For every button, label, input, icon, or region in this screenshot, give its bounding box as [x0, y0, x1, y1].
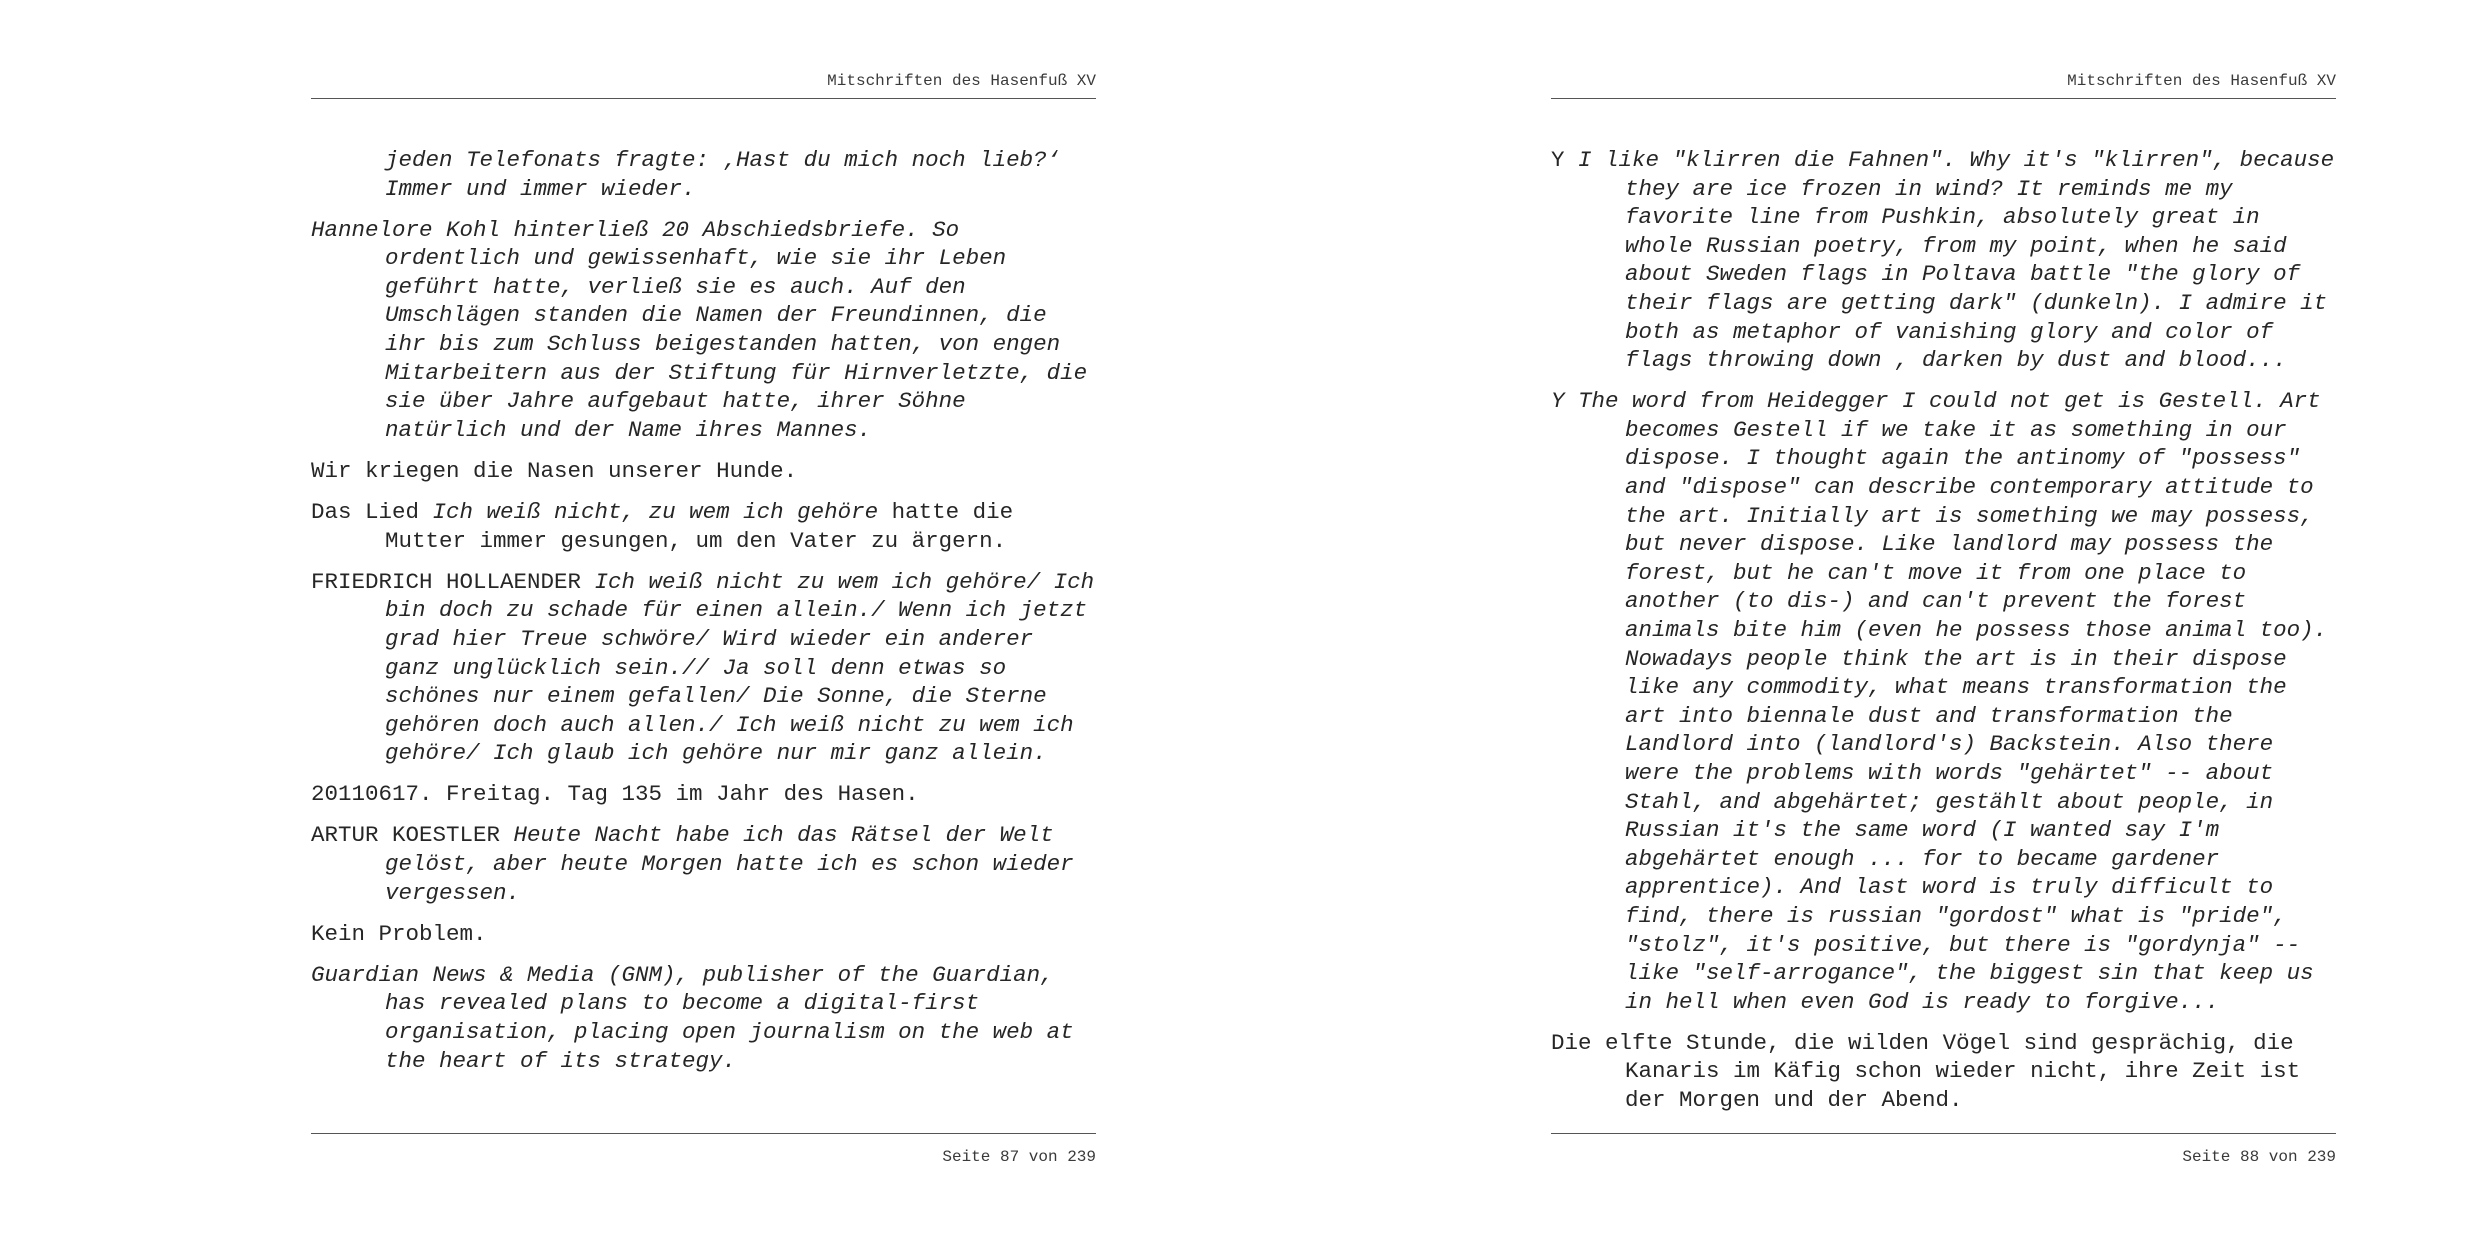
page-body [311, 146, 1096, 1075]
header-rule [311, 98, 1096, 99]
page-body [1551, 146, 2336, 1115]
text: 20110617. Freitag. Tag 135 im Jahr des Hasen. [311, 781, 919, 808]
italic-text: Hannelore Kohl hinterließ 20 Abschiedsbriefe. So ordentlich und gewissenhaft, wie sie ihr Leben geführt hatte, verließ sie es auch. Auf den Umschlägen standen die Namen der Freundinnen, die ihr bis zum Schluss beigestanden hatten, von engen Mitarbeitern aus der Stiftung für Hirnverletzte, die sie über Jahre aufgebaut hatte, ihrer Söhne natürlich und der Name ihres Mannes. [311, 216, 1088, 443]
footer-rule [311, 1133, 1096, 1134]
italic-text: Ich weiß nicht, zu wem ich gehöre [432, 499, 879, 526]
italic-text: Guardian News & Media (GNM), publisher of the Guardian, has revealed plans to become a digital-first organisation, placing open journalism on the web at the heart of its strategy. [311, 961, 1074, 1074]
paragraph [311, 568, 1096, 768]
italic-text: Ich weiß nicht zu wem ich gehöre/ Ich bin doch zu schade für einen allein./ Wenn ich jetzt grad hier Treue schwöre/ Wird wieder ein anderer ganz unglücklich sein.// Ja soll denn etwas so schönes nur einem gefallen/ Die Sonne, die Sterne gehören doch auch allen./ Ich weiß nicht zu wem ich gehöre/ Ich glaub ich gehöre nur mir ganz allein. [385, 568, 1095, 767]
paragraph [311, 961, 1096, 1075]
italic-text: I like "klirren die Fahnen". Why it's "klirren", because they are ice frozen in wind? It reminds me my favorite line from Pushkin, absolutely great in whole Russian poetry, from my point, when he said about Sweden flags in Poltava battle "the glory of their flags are getting dark" (dunkeln). I admire it both as metaphor of vanishing glory and color of flags throwing down , darken by dust and blood... [1578, 147, 2335, 374]
paragraph [1551, 387, 2336, 1016]
footer-rule [1551, 1133, 2336, 1134]
text: Wir kriegen die Nasen unserer Hunde. [311, 457, 798, 484]
paragraph [311, 498, 1096, 555]
paragraph [311, 216, 1096, 445]
italic-text: Heute Nacht habe ich das Rätsel der Welt gelöst, aber heute Morgen hatte ich es schon wieder vergessen. [385, 822, 1074, 906]
paragraph-continuation [311, 146, 1096, 203]
paragraph [311, 821, 1096, 907]
text: Kein Problem. [311, 920, 487, 947]
paragraph [311, 457, 1096, 486]
text: FRIEDRICH HOLLAENDER [311, 568, 595, 595]
header-rule [1551, 98, 2336, 99]
italic-text: jeden Telefonats fragte: ‚Hast du mich noch lieb?‘ Immer und immer wieder. [385, 147, 1061, 202]
paragraph [1551, 146, 2336, 375]
page-number: Seite 88 von 239 [2182, 1148, 2336, 1166]
paragraph [311, 920, 1096, 949]
text: Y [1551, 147, 1579, 173]
text: ARTUR KOESTLER [311, 822, 514, 849]
text: hatte die Mutter immer gesungen, um den Vater zu ärgern. [385, 499, 1014, 554]
paragraph [1551, 1029, 2336, 1115]
left-page [311, 0, 1096, 1240]
text: Das Lied [311, 499, 433, 526]
text: Die elfte Stunde, die wilden Vögel sind gesprächig, die Kanaris im Käfig schon wieder nicht, ihre Zeit ist der Morgen und der Abend. [1551, 1029, 2301, 1113]
right-page [1551, 0, 2336, 1240]
page-header: Mitschriften des Hasenfuß XV [827, 72, 1096, 90]
italic-text: Y The word from Heidegger I could not get is Gestell. Art becomes Gestell if we take it as something in our dispose. I thought again the antinomy of "possess" and "dispose" can describe contemporary attitude to the art. Initially art is something we may possess, but never dispose. Like landlord may possess the forest, but he can't move it from one place to another (to dis-) and can't prevent the forest animals bite him (even he possess those animal too). Nowadays people think the art is in their dispose like any commodity, what means transformation the art into biennale dust and transformation the Landlord into (landlord's) Backstein. Also there were the problems with words "gehärtet" -- about Stahl, and abgehärtet; gestählt about people, in Russian it's the same word (I wanted say I'm abgehärtet enough ... for to became gardener apprentice). And last word is truly difficult to find, there is russian "gordost" what is "pride", "stolz", it's positive, but there is "gordynja" -- like "self-arrogance", the biggest sin that keep us in hell when even God is ready to forgive... [1551, 388, 2328, 1015]
page-header: Mitschriften des Hasenfuß XV [2067, 72, 2336, 90]
paragraph [311, 780, 1096, 809]
page-number: Seite 87 von 239 [942, 1148, 1096, 1166]
